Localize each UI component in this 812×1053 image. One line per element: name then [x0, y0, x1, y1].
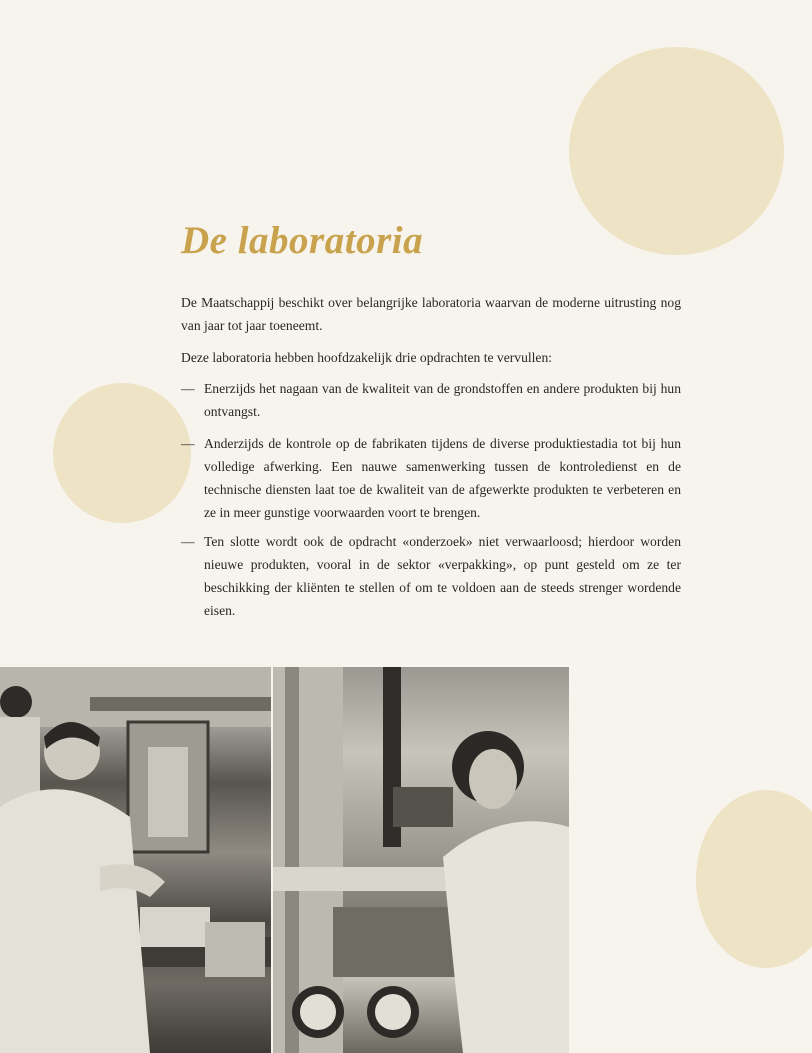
photo-right-person-coat	[443, 821, 569, 1053]
photo-right-illustration	[273, 667, 569, 1053]
decorative-circle-top-right	[569, 47, 784, 255]
photo-left-illustration	[0, 667, 271, 1053]
photo-right-device	[393, 787, 453, 827]
list-item	[181, 530, 681, 622]
photo-left-scale	[148, 747, 188, 837]
intro-paragraph: De Maatschappij beschikt over belangrijke laboratoria waarvan de moderne uitrusting nog van jaar tot jaar toeneemt.	[181, 295, 681, 333]
photo-right-gauge-left-face	[300, 994, 336, 1030]
photo-right-machine	[333, 907, 463, 977]
lead-paragraph: Deze laboratoria hebben hoofdzakelijk drie opdrachten te vervullen:	[181, 350, 553, 365]
photo-left-person-coat	[0, 789, 150, 1053]
list-item-text: Anderzijds de kontrole op de fabrikaten tijdens de diverse produktiestadia tot bij hun volledige afwerking. Een nauwe samenwerking tussen de kontroledienst en de technische diensten laat toe de kwaliteit van de afgewerkte produkten te verbeteren en ze in meer gunstige voorwaarden voort te brengen.	[204, 436, 681, 520]
photo-right-gauge-right-face	[375, 994, 411, 1030]
photo-left-person-back-head	[0, 686, 32, 718]
photo-left-box	[205, 922, 265, 977]
decorative-circle-left	[53, 383, 191, 523]
list-item-text: Enerzijds het nagaan van de kwaliteit van de grondstoffen en andere produkten bij hun ontvangst.	[204, 381, 681, 419]
page-title: De laboratoria	[181, 219, 424, 262]
photo-lab-technician-left	[0, 667, 271, 1053]
list-item-text: Ten slotte wordt ook de opdracht «onderzoek» niet verwaarloosd; hierdoor worden nieuwe produkten, vooral in de sektor «verpakking», op punt gesteld om ze ter beschikking der kliënten te stellen of om te voldoen aan de steeds strenger wordende eisen.	[204, 534, 681, 618]
dash-marker: —	[181, 534, 195, 549]
dash-marker: —	[181, 381, 195, 396]
dash-marker: —	[181, 436, 195, 451]
decorative-circle-bottom-right	[696, 790, 812, 968]
photo-lab-technician-right	[273, 667, 569, 1053]
list-item	[181, 432, 681, 524]
photo-right-person-face	[469, 749, 517, 809]
photo-left-instrument	[140, 907, 210, 947]
photo-right-pipe	[285, 667, 299, 1053]
photo-left-pipe	[90, 697, 271, 711]
list-item	[181, 377, 681, 423]
